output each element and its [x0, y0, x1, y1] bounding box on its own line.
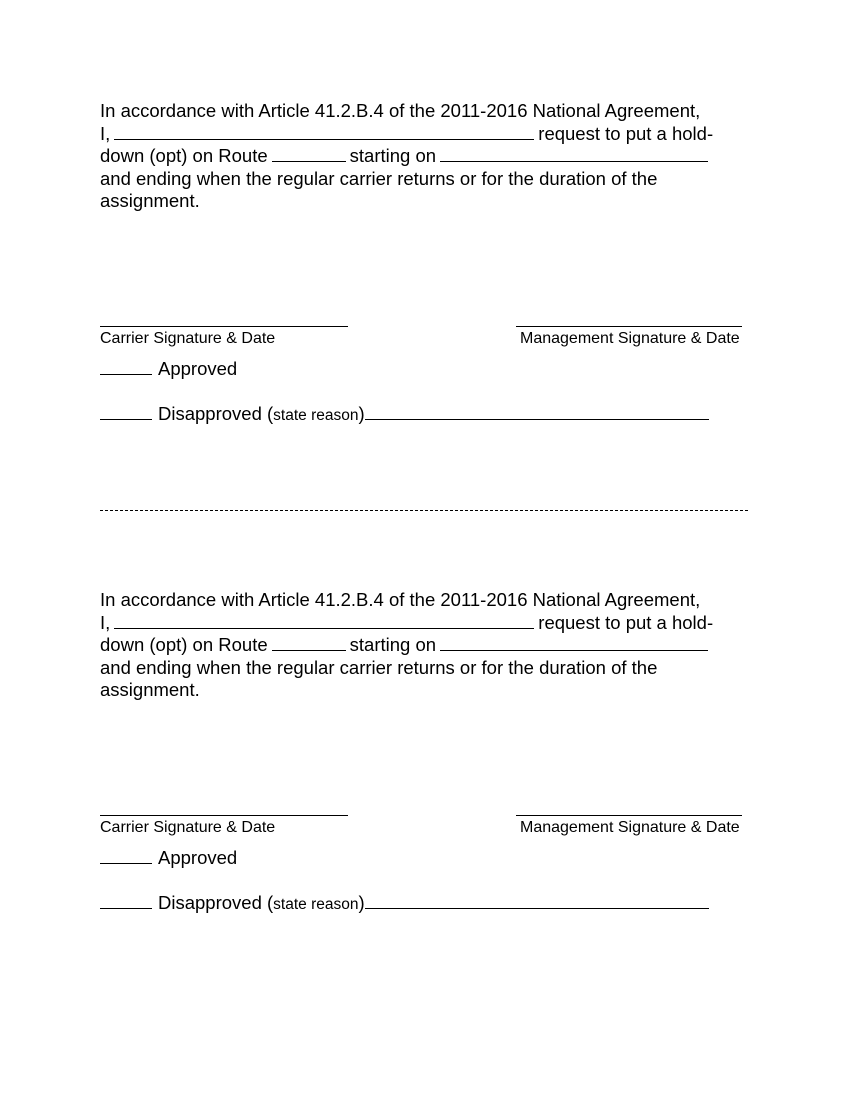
- route-number-blank[interactable]: [272, 636, 346, 651]
- state-reason-label: state reason: [273, 406, 359, 424]
- request-paragraph: [100, 100, 760, 213]
- line-2-prefix: I,: [100, 611, 111, 633]
- management-signature-line[interactable]: [516, 308, 742, 327]
- approved-check-blank[interactable]: [100, 360, 152, 375]
- carrier-signature-line[interactable]: [100, 308, 348, 327]
- paragraph-line-3: [100, 634, 760, 657]
- management-signature-line[interactable]: [516, 797, 742, 816]
- management-signature-label: Management Signature & Date: [520, 818, 740, 836]
- approved-label: Approved: [158, 846, 238, 868]
- disapproved-row: [100, 892, 760, 916]
- approved-row: [100, 847, 760, 869]
- approved-check-blank[interactable]: [100, 849, 152, 864]
- start-date-blank[interactable]: [440, 147, 708, 162]
- paragraph-line-2: [100, 612, 760, 635]
- paragraph-line-4: and ending when the regular carrier returns or for the duration of the: [100, 167, 658, 189]
- line-3-prefix: down (opt) on Route: [100, 145, 268, 166]
- route-number-blank[interactable]: [272, 147, 346, 162]
- carrier-name-blank[interactable]: [114, 614, 534, 629]
- line-3-middle: starting on: [349, 634, 437, 655]
- signature-row: [100, 797, 760, 837]
- paragraph-line-3: [100, 145, 760, 168]
- request-paragraph: [100, 589, 760, 702]
- paragraph-line-2: [100, 123, 760, 146]
- close-paren: ): [358, 891, 365, 913]
- disapproved-check-blank[interactable]: [100, 405, 152, 420]
- line-3-middle: starting on: [349, 145, 437, 166]
- paragraph-line-5: assignment.: [100, 190, 200, 211]
- cut-line-divider: [100, 510, 748, 511]
- disapproved-row: [100, 403, 760, 427]
- paragraph-line-4: and ending when the regular carrier returns or for the duration of the: [100, 656, 658, 678]
- close-paren: ): [358, 402, 365, 424]
- carrier-signature-label: Carrier Signature & Date: [100, 329, 276, 347]
- paragraph-line-1: In accordance with Article 41.2.B.4 of the 2011-2016 National Agreement,: [100, 589, 701, 610]
- start-date-blank[interactable]: [440, 636, 708, 651]
- state-reason-label: state reason: [273, 895, 359, 913]
- disapproved-label: Disapproved (: [158, 891, 274, 913]
- carrier-name-blank[interactable]: [114, 125, 534, 140]
- paragraph-line-5: assignment.: [100, 679, 200, 700]
- disapproved-label: Disapproved (: [158, 402, 274, 424]
- carrier-signature-label: Carrier Signature & Date: [100, 818, 276, 836]
- approved-row: [100, 358, 760, 380]
- signature-row: [100, 308, 760, 348]
- carrier-signature-line[interactable]: [100, 797, 348, 816]
- line-2-suffix: request to put a hold-: [538, 122, 714, 144]
- hold-down-request-form-2: [100, 589, 760, 916]
- reason-blank[interactable]: [365, 405, 709, 420]
- management-signature-label: Management Signature & Date: [520, 329, 740, 347]
- line-2-prefix: I,: [100, 122, 111, 144]
- hold-down-request-form-1: [100, 100, 760, 427]
- line-3-prefix: down (opt) on Route: [100, 634, 268, 655]
- paragraph-line-1: In accordance with Article 41.2.B.4 of the 2011-2016 National Agreement,: [100, 100, 701, 121]
- line-2-suffix: request to put a hold-: [538, 611, 714, 633]
- disapproved-check-blank[interactable]: [100, 894, 152, 909]
- reason-blank[interactable]: [365, 894, 709, 909]
- approved-label: Approved: [158, 357, 238, 379]
